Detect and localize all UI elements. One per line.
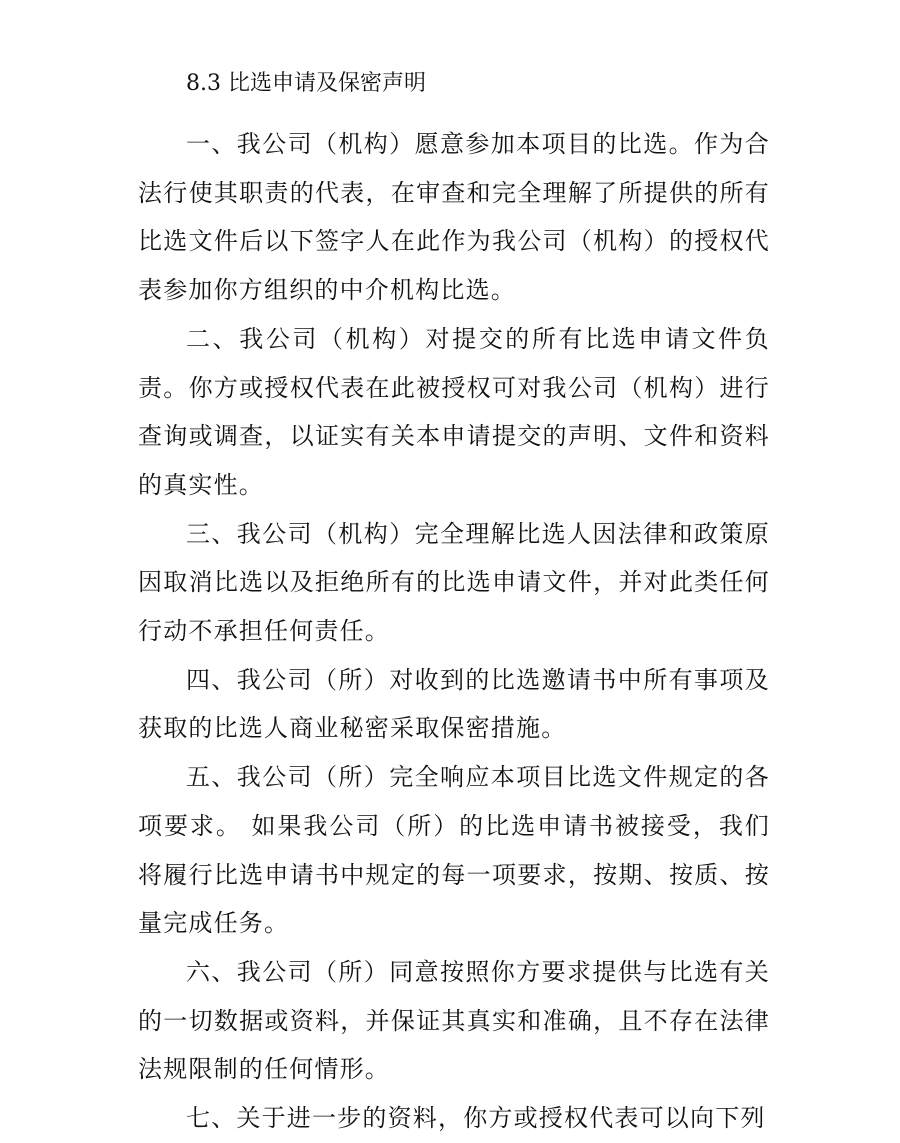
paragraph-5: 五、我公司（所）完全响应本项目比选文件规定的各项要求。 如果我公司（所）的比选申请书被接受，我们将履行比选申请书中规定的每一项要求，按期、按质、按量完成任务。	[138, 763, 770, 938]
section-heading: 8.3 比选申请及保密声明	[186, 71, 426, 96]
declaration-body	[138, 120, 770, 1143]
paragraph-6: 六、我公司（所）同意按照你方要求提供与比选有关的一切数据或资料，并保证其真实和准确，且不存在法律法规限制的任何情形。	[138, 957, 770, 1084]
paragraph-2: 二、我公司（机构）对提交的所有比选申请文件负责。你方或授权代表在此被授权可对我公司（机构）进行查询或调查，以证实有关本申请提交的声明、文件和资料的真实性。	[138, 324, 770, 499]
paragraph-3: 三、我公司（机构）完全理解比选人因法律和政策原因取消比选以及拒绝所有的比选申请文件，并对此类任何行动不承担任何责任。	[138, 519, 770, 646]
paragraph-4: 四、我公司（所）对收到的比选邀请书中所有事项及获取的比选人商业秘密采取保密措施。	[138, 665, 770, 743]
paragraph-7: 七、关于进一步的资料，你方或授权代表可以向下列	[186, 1104, 766, 1133]
paragraph-1: 一、我公司（机构）愿意参加本项目的比选。作为合法行使其职责的代表，在审查和完全理解了所提供的所有比选文件后以下签字人在此作为我公司（机构）的授权代表参加你方组织的中介机构比选。	[138, 130, 770, 305]
